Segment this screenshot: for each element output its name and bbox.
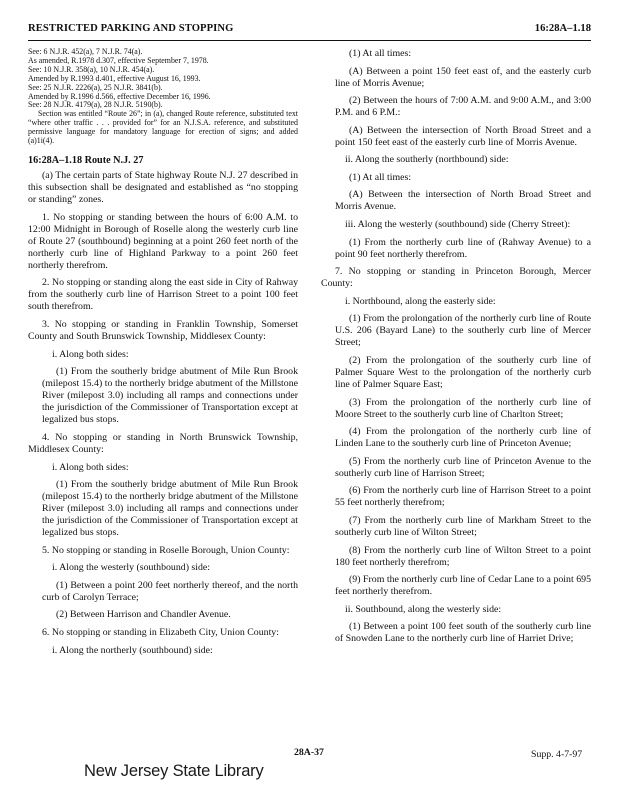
subparagraph: (4) From the prolongation of the northerly curb line of Linden Lane to the southerly curb line of Princeton Avenue;: [335, 426, 591, 450]
history-notes: [28, 48, 298, 146]
history-note: Amended by R.1996 d.566, effective December 16, 1996.: [28, 91, 211, 101]
subparagraph: i. Along the westerly (southbound) side:: [52, 562, 211, 574]
library-stamp: New Jersey State Library: [84, 762, 264, 780]
paragraph: 2. No stopping or standing along the east side in City of Rahway from the southerly curb line of Harrison Street to a point 100 feet south therefrom.: [28, 277, 298, 313]
subparagraph: (1) At all times:: [349, 171, 412, 183]
left-column: [28, 48, 298, 657]
history-note: As amended, R.1978 d.307, effective September 7, 1978.: [28, 55, 209, 65]
history-note: See: 25 N.J.R. 2226(a), 25 N.J.R. 3841(b).: [28, 82, 163, 92]
subparagraph: i. Along both sides:: [52, 461, 129, 473]
paragraph: 3. No stopping or standing in Franklin Township, Somerset County and South Brunswick Township, Middlesex County:: [28, 319, 298, 343]
subparagraph: (2) Between Harrison and Chandler Avenue.: [56, 609, 231, 621]
running-head: RESTRICTED PARKING AND STOPPING: [28, 23, 234, 34]
subparagraph: (2) Between the hours of 7:00 A.M. and 9:00 A.M., and 3:00 P.M. and 6 P.M.:: [335, 95, 591, 119]
subparagraph: i. Along both sides:: [52, 348, 129, 360]
subparagraph: (1) From the southerly bridge abutment of Mile Run Brook (milepost 15.4) to the northerly bridge abutment of the Millstone River (milepost 3.0) including all ramps and connections under the jurisdiction of the Commissioner of Transportation except at legalized bus stops.: [42, 479, 298, 539]
paragraph: (a) The certain parts of State highway Route N.J. 27 described in this subsection shall be designated and established as “no stopping or standing” zones.: [28, 170, 298, 206]
right-column: [321, 48, 591, 645]
history-note: See: 6 N.J.R. 452(a), 7 N.J.R. 74(a).: [28, 47, 143, 56]
paragraph: 6. No stopping or standing in Elizabeth City, Union County:: [42, 627, 279, 639]
supplement-date: Supp. 4-7-97: [531, 749, 583, 760]
paragraph: 7. No stopping or standing in Princeton Borough, Mercer County:: [321, 266, 591, 290]
subparagraph: (3) From the prolongation of the northerly curb line of Moore Street to the southerly curb line of Charlton Street;: [335, 396, 591, 420]
subparagraph: i. Northbound, along the easterly side:: [345, 295, 496, 307]
section-heading: 16:28A–1.18 Route N.J. 27: [28, 154, 144, 166]
subparagraph: (1) Between a point 100 feet south of the southerly curb line of Snowden Lane to the northerly curb line of Harriet Drive;: [335, 621, 591, 645]
subparagraph: iii. Along the westerly (southbound) side (Cherry Street):: [345, 219, 571, 231]
history-note: Amended by R.1993 d.401, effective August 16, 1993.: [28, 73, 201, 83]
subparagraph: (8) From the northerly curb line of Wilton Street to a point 180 feet northerly therefrom;: [335, 544, 591, 568]
subparagraph: (1) At all times:: [349, 48, 412, 59]
subparagraph: (1) Between a point 200 feet northerly thereof, and the north curb of Carolyn Terrace;: [42, 579, 298, 603]
paragraph: 4. No stopping or standing in North Brunswick Township, Middlesex County:: [28, 431, 298, 455]
page-header: [28, 22, 591, 41]
subparagraph: (1) From the southerly bridge abutment of Mile Run Brook (milepost 15.4) to the northerly bridge abutment of the Millstone River (milepost 3.0) including all ramps and connections under the jurisdiction of the Commissioner of Transportation except at legalized bus stops.: [42, 366, 298, 426]
subparagraph: i. Along the northerly (southbound) side:: [52, 644, 213, 656]
paragraph: 5. No stopping or standing in Roselle Borough, Union County:: [42, 544, 290, 556]
subparagraph: (2) From the prolongation of the southerly curb line of Palmer Square West to the prolongation of the northerly curb line of Palmer Square East;: [335, 354, 591, 391]
subparagraph: ii. Along the southerly (northbound) side:: [345, 154, 509, 166]
subparagraph: (1) From the prolongation of the northerly curb line of Route U.S. 206 (Bayard Lane) to the southerly curb line of Mercer Street;: [335, 313, 591, 349]
subparagraph: ii. Southbound, along the westerly side:: [345, 603, 502, 615]
page-number: 28A-37: [294, 747, 324, 758]
history-note: See: 10 N.J.R. 358(a), 10 N.J.R. 454(a).: [28, 64, 155, 74]
section-number: 16:28A–1.18: [534, 23, 591, 34]
subparagraph: (1) From the northerly curb line of (Rahway Avenue) to a point 90 feet northerly therefrom.: [335, 236, 591, 260]
subparagraph: (A) Between the intersection of North Broad Street and a point 150 feet east of the easterly curb line of Morris Avenue.: [335, 124, 591, 148]
subparagraph: (9) From the northerly curb line of Cedar Lane to a point 695 feet northerly therefrom.: [335, 574, 591, 598]
paragraph: 1. No stopping or standing between the hours of 6:00 A.M. to 12:00 Midnight in Borough of Roselle along the westerly curb line of Route 27 (southbound) beginning at a point 260 feet north of the northerly curb line of Highland Parkway to a point 260 feet northerly therefrom.: [28, 211, 298, 271]
history-note: See: 28 N.J.R. 4179(a), 28 N.J.R. 5190(b).: [28, 100, 163, 110]
subparagraph: (6) From the northerly curb line of Harrison Street to a point 55 feet northerly therefrom;: [335, 485, 591, 509]
subparagraph: (7) From the northerly curb line of Markham Street to the southerly curb line of Wilton Street;: [335, 514, 591, 538]
subparagraph: (A) Between the intersection of North Broad Street and Morris Avenue.: [335, 189, 591, 213]
history-note-summary: Section was entitled “Route 26”; in (a), changed Route reference, substituted text “where other traffic . . . provided for” for an N.J.S.A. reference, and substituted permissive language for mandatory language for erection of signs; and added (a)1i(4).: [28, 109, 298, 146]
subparagraph: (A) Between a point 150 feet east of, and the easterly curb line of Morris Avenue;: [335, 65, 591, 89]
subparagraph: (5) From the northerly curb line of Princeton Avenue to the southerly curb line of Harrison Street;: [335, 455, 591, 479]
